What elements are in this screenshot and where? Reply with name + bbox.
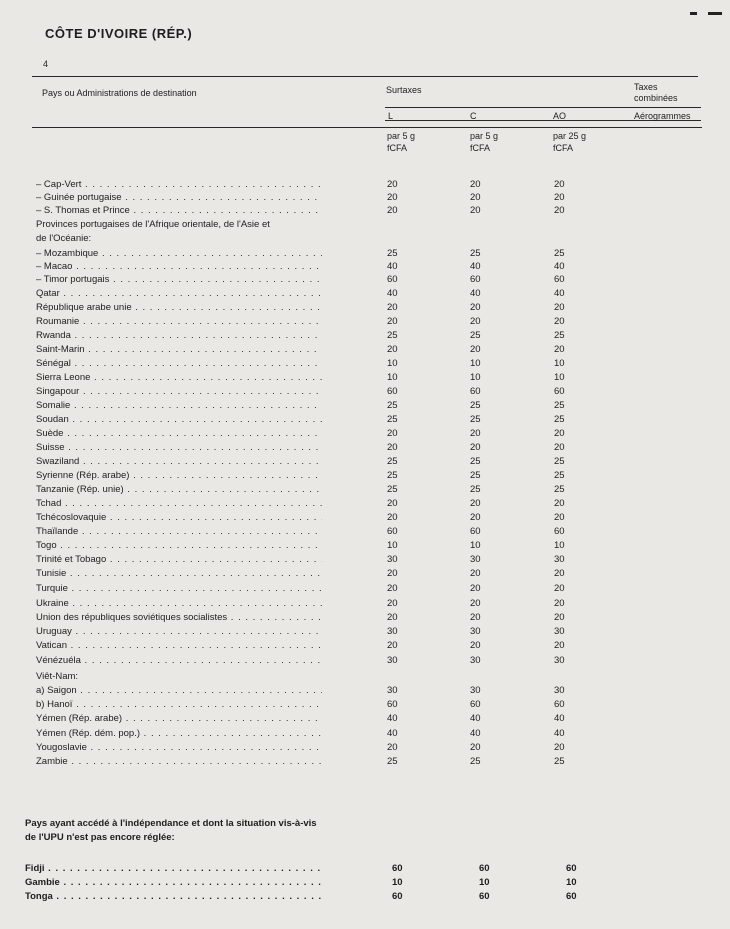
value-l: 30: [387, 554, 398, 565]
table-row: [36, 343, 676, 356]
row-country: Syrienne (Rép. arabe) . . .: [36, 469, 322, 482]
value-c: 20: [470, 316, 481, 327]
table-row: [36, 441, 676, 454]
table-row: [36, 247, 676, 260]
table-row: [36, 755, 676, 768]
value-ao: 40: [554, 713, 565, 724]
value-c: 60: [470, 274, 481, 285]
value-ao: 25: [554, 414, 565, 425]
value-ao: 20: [554, 316, 565, 327]
unit-ao-currency: fCFA: [553, 143, 574, 153]
value-l: 25: [387, 414, 398, 425]
table-row: [36, 427, 676, 440]
value-c: 30: [470, 685, 481, 696]
value-l: 20: [387, 205, 398, 216]
row-country: Fidji . . .: [25, 862, 323, 875]
row-country: Sierra Leone . . .: [36, 371, 322, 384]
row-country: – Cap-Vert . . .: [36, 178, 322, 191]
value-l: 10: [387, 358, 398, 369]
table-row: [36, 539, 676, 552]
value-ao: 40: [554, 261, 565, 272]
value-ao: 60: [554, 386, 565, 397]
table-row: [36, 385, 676, 398]
value-ao: 20: [554, 179, 565, 190]
value-c: 25: [470, 330, 481, 341]
value-c: 25: [470, 756, 481, 767]
value-l: 20: [387, 583, 398, 594]
value-l: 60: [392, 891, 403, 902]
table-row: [25, 876, 665, 889]
row-country: Yémen (Rép. dém. pop.) . . .: [36, 727, 322, 740]
row-country: Tanzanie (Rép. unie) . . .: [36, 483, 322, 496]
value-ao: 25: [554, 456, 565, 467]
value-l: 60: [387, 526, 398, 537]
value-l: 20: [387, 512, 398, 523]
row-country: Zambie . . .: [36, 755, 322, 768]
value-ao: 25: [554, 248, 565, 259]
table-row: [36, 582, 676, 595]
table-row: [36, 413, 676, 426]
row-country: Union des républiques soviétiques socialistes . . .: [36, 611, 322, 624]
table-row: [36, 525, 676, 538]
value-c: 30: [470, 626, 481, 637]
table-row: [36, 178, 676, 191]
row-country: Somalie . . .: [36, 399, 322, 412]
row-country: République arabe unie . . .: [36, 301, 322, 314]
table-row: [36, 741, 676, 754]
value-l: 20: [387, 498, 398, 509]
table-row: [36, 399, 676, 412]
value-ao: 30: [554, 626, 565, 637]
page-number: 4: [43, 59, 49, 69]
table-row: [36, 260, 676, 273]
value-c: 30: [470, 655, 481, 666]
row-country: Turquie . . .: [36, 582, 322, 595]
table-row: [36, 301, 676, 314]
header-rule-mid: [385, 107, 701, 108]
row-country: b) Hanoï . . .: [36, 698, 322, 711]
value-l: 60: [387, 386, 398, 397]
row-country: Yougoslavie . . .: [36, 741, 322, 754]
value-c: 40: [470, 728, 481, 739]
table-row: [36, 511, 676, 524]
value-c: 20: [470, 640, 481, 651]
provinces-line-1: Provinces portugaises de l'Afrique orientale, de l'Asie et: [36, 219, 270, 230]
provinces-line-2: de l'Océanie:: [36, 233, 92, 244]
value-ao: 20: [554, 344, 565, 355]
page-title: CÔTE D'IVOIRE (RÉP.): [45, 26, 193, 41]
value-l: 30: [387, 626, 398, 637]
value-ao: 20: [554, 598, 565, 609]
value-ao: 60: [554, 274, 565, 285]
value-c: 20: [470, 583, 481, 594]
value-ao: 10: [554, 372, 565, 383]
value-ao: 10: [566, 877, 577, 888]
value-l: 20: [387, 612, 398, 623]
value-ao: 20: [554, 498, 565, 509]
table-row: [36, 191, 676, 204]
row-country: Tunisie . . .: [36, 567, 322, 580]
table-row: [36, 455, 676, 468]
value-c: 20: [470, 192, 481, 203]
value-c: 20: [470, 498, 481, 509]
value-c: 25: [470, 456, 481, 467]
value-ao: 20: [554, 442, 565, 453]
value-c: 40: [470, 261, 481, 272]
header-surtaxes: Surtaxes: [386, 85, 422, 95]
row-country: Trinité et Tobago . . .: [36, 553, 322, 566]
viet-nam-heading: Viêt-Nam:: [36, 671, 79, 682]
value-c: 40: [470, 713, 481, 724]
table-row: [36, 483, 676, 496]
row-country: – Timor portugais . . .: [36, 273, 322, 286]
header-col-c: C: [470, 111, 477, 121]
value-ao: 25: [554, 400, 565, 411]
row-country: – Macao . . .: [36, 260, 322, 273]
table-row: [36, 611, 676, 624]
value-ao: 20: [554, 612, 565, 623]
row-country: Suisse . . .: [36, 441, 322, 454]
value-c: 10: [470, 540, 481, 551]
row-country: Thaïlande . . .: [36, 525, 322, 538]
independence-note: Pays ayant accédé à l'indépendance et dont la situation vis-à-vis de l'UPU n'est pas encore réglée:: [25, 818, 317, 843]
value-ao: 20: [554, 205, 565, 216]
unit-l-weight: par 5 g: [387, 131, 416, 141]
value-c: 30: [470, 554, 481, 565]
value-c: 40: [470, 288, 481, 299]
value-l: 20: [387, 179, 398, 190]
table-row: [36, 287, 676, 300]
value-ao: 25: [554, 756, 565, 767]
value-l: 60: [392, 863, 403, 874]
unit-l-currency: fCFA: [387, 143, 408, 153]
value-c: 20: [470, 205, 481, 216]
header-combinees: combinées: [634, 93, 678, 103]
value-c: 10: [470, 358, 481, 369]
header-taxes: Taxes: [634, 82, 658, 92]
value-ao: 10: [554, 540, 565, 551]
row-country: Tonga . . .: [25, 890, 323, 903]
value-ao: 20: [554, 640, 565, 651]
table-row: [36, 204, 676, 217]
table-row: [36, 625, 676, 638]
value-l: 20: [387, 568, 398, 579]
value-l: 20: [387, 428, 398, 439]
value-c: 20: [470, 302, 481, 313]
table-row: [36, 712, 676, 725]
value-ao: 25: [554, 470, 565, 481]
table-row: [36, 567, 676, 580]
row-country: Tchécoslovaquie . . .: [36, 511, 322, 524]
value-c: 20: [470, 512, 481, 523]
table-row: [36, 315, 676, 328]
value-l: 25: [387, 756, 398, 767]
row-country: Sénégal . . .: [36, 357, 322, 370]
value-c: 10: [479, 877, 490, 888]
header-rule-bottom: [32, 127, 702, 128]
value-l: 60: [387, 274, 398, 285]
value-c: 25: [470, 248, 481, 259]
value-l: 30: [387, 685, 398, 696]
value-c: 20: [470, 742, 481, 753]
value-ao: 60: [566, 891, 577, 902]
row-country: – Guinée portugaise . . .: [36, 191, 322, 204]
row-country: Singapour . . .: [36, 385, 322, 398]
table-row: [36, 497, 676, 510]
table-row: [36, 698, 676, 711]
value-l: 30: [387, 655, 398, 666]
header-col-ao: AO: [553, 111, 567, 121]
row-country: Roumanie . . .: [36, 315, 322, 328]
value-ao: 20: [554, 428, 565, 439]
row-country: Gambie . . .: [25, 876, 323, 889]
value-l: 25: [387, 248, 398, 259]
value-ao: 20: [554, 302, 565, 313]
value-l: 10: [392, 877, 403, 888]
value-l: 20: [387, 302, 398, 313]
table-row: [25, 862, 665, 875]
value-l: 10: [387, 540, 398, 551]
value-ao: 25: [554, 484, 565, 495]
value-ao: 30: [554, 685, 565, 696]
value-l: 20: [387, 316, 398, 327]
header-col-aerogrammes: Aérogrammes: [634, 111, 691, 121]
table-row: [36, 357, 676, 370]
row-country: – Mozambique . . .: [36, 247, 322, 260]
table-row: [36, 329, 676, 342]
value-l: 20: [387, 640, 398, 651]
value-c: 20: [470, 344, 481, 355]
value-ao: 25: [554, 330, 565, 341]
row-country: Swaziland . . .: [36, 455, 322, 468]
header-destination: Pays ou Administrations de destination: [42, 88, 197, 98]
value-c: 60: [470, 699, 481, 710]
value-c: 25: [470, 470, 481, 481]
value-l: 25: [387, 330, 398, 341]
value-l: 20: [387, 344, 398, 355]
corner-mark: [690, 12, 697, 15]
value-l: 25: [387, 456, 398, 467]
row-country: Uruguay . . .: [36, 625, 322, 638]
row-country: Togo . . .: [36, 539, 322, 552]
table-row: [36, 597, 676, 610]
row-country: Suède . . .: [36, 427, 322, 440]
value-l: 20: [387, 598, 398, 609]
table-row: [36, 684, 676, 697]
value-c: 10: [470, 372, 481, 383]
table-row: [36, 469, 676, 482]
row-country: Rwanda . . .: [36, 329, 322, 342]
table-row: [36, 654, 676, 667]
row-country: Vatican . . .: [36, 639, 322, 652]
table-row: [36, 727, 676, 740]
value-c: 20: [470, 598, 481, 609]
row-country: Ukraine . . .: [36, 597, 322, 610]
unit-c-currency: fCFA: [470, 143, 491, 153]
value-c: 25: [470, 484, 481, 495]
value-ao: 20: [554, 512, 565, 523]
header-rule-top: [32, 76, 698, 77]
value-l: 20: [387, 192, 398, 203]
row-country: – S. Thomas et Prince . . .: [36, 204, 322, 217]
value-c: 20: [470, 179, 481, 190]
value-ao: 20: [554, 583, 565, 594]
value-ao: 30: [554, 655, 565, 666]
value-c: 60: [479, 891, 490, 902]
value-ao: 40: [554, 728, 565, 739]
value-ao: 30: [554, 554, 565, 565]
corner-mark: [708, 12, 722, 15]
value-l: 40: [387, 288, 398, 299]
value-l: 40: [387, 713, 398, 724]
value-c: 25: [470, 414, 481, 425]
row-country: Yémen (Rép. arabe) . . .: [36, 712, 322, 725]
table-row: [36, 273, 676, 286]
value-l: 25: [387, 470, 398, 481]
value-ao: 20: [554, 568, 565, 579]
value-ao: 40: [554, 288, 565, 299]
value-c: 60: [470, 386, 481, 397]
value-l: 20: [387, 442, 398, 453]
value-c: 20: [470, 612, 481, 623]
value-c: 20: [470, 568, 481, 579]
value-c: 20: [470, 442, 481, 453]
row-country: Vénézuéla . . .: [36, 654, 322, 667]
row-country: Qatar . . .: [36, 287, 322, 300]
value-c: 25: [470, 400, 481, 411]
row-country: Tchad . . .: [36, 497, 322, 510]
value-ao: 60: [554, 526, 565, 537]
header-col-l: L: [388, 111, 394, 121]
value-ao: 20: [554, 192, 565, 203]
value-ao: 10: [554, 358, 565, 369]
value-c: 60: [470, 526, 481, 537]
value-l: 25: [387, 400, 398, 411]
value-l: 25: [387, 484, 398, 495]
value-l: 20: [387, 742, 398, 753]
value-c: 60: [479, 863, 490, 874]
row-country: Soudan . . .: [36, 413, 322, 426]
row-country: Saint-Marin . . .: [36, 343, 322, 356]
value-ao: 60: [566, 863, 577, 874]
table-row: [25, 890, 665, 903]
table-row: [36, 371, 676, 384]
unit-c-weight: par 5 g: [470, 131, 499, 141]
value-ao: 20: [554, 742, 565, 753]
value-ao: 60: [554, 699, 565, 710]
table-row: [36, 553, 676, 566]
row-country: a) Saigon . . .: [36, 684, 322, 697]
table-row: [36, 639, 676, 652]
value-l: 60: [387, 699, 398, 710]
value-l: 40: [387, 261, 398, 272]
value-l: 10: [387, 372, 398, 383]
value-l: 40: [387, 728, 398, 739]
unit-ao-weight: par 25 g: [553, 131, 587, 141]
value-c: 20: [470, 428, 481, 439]
